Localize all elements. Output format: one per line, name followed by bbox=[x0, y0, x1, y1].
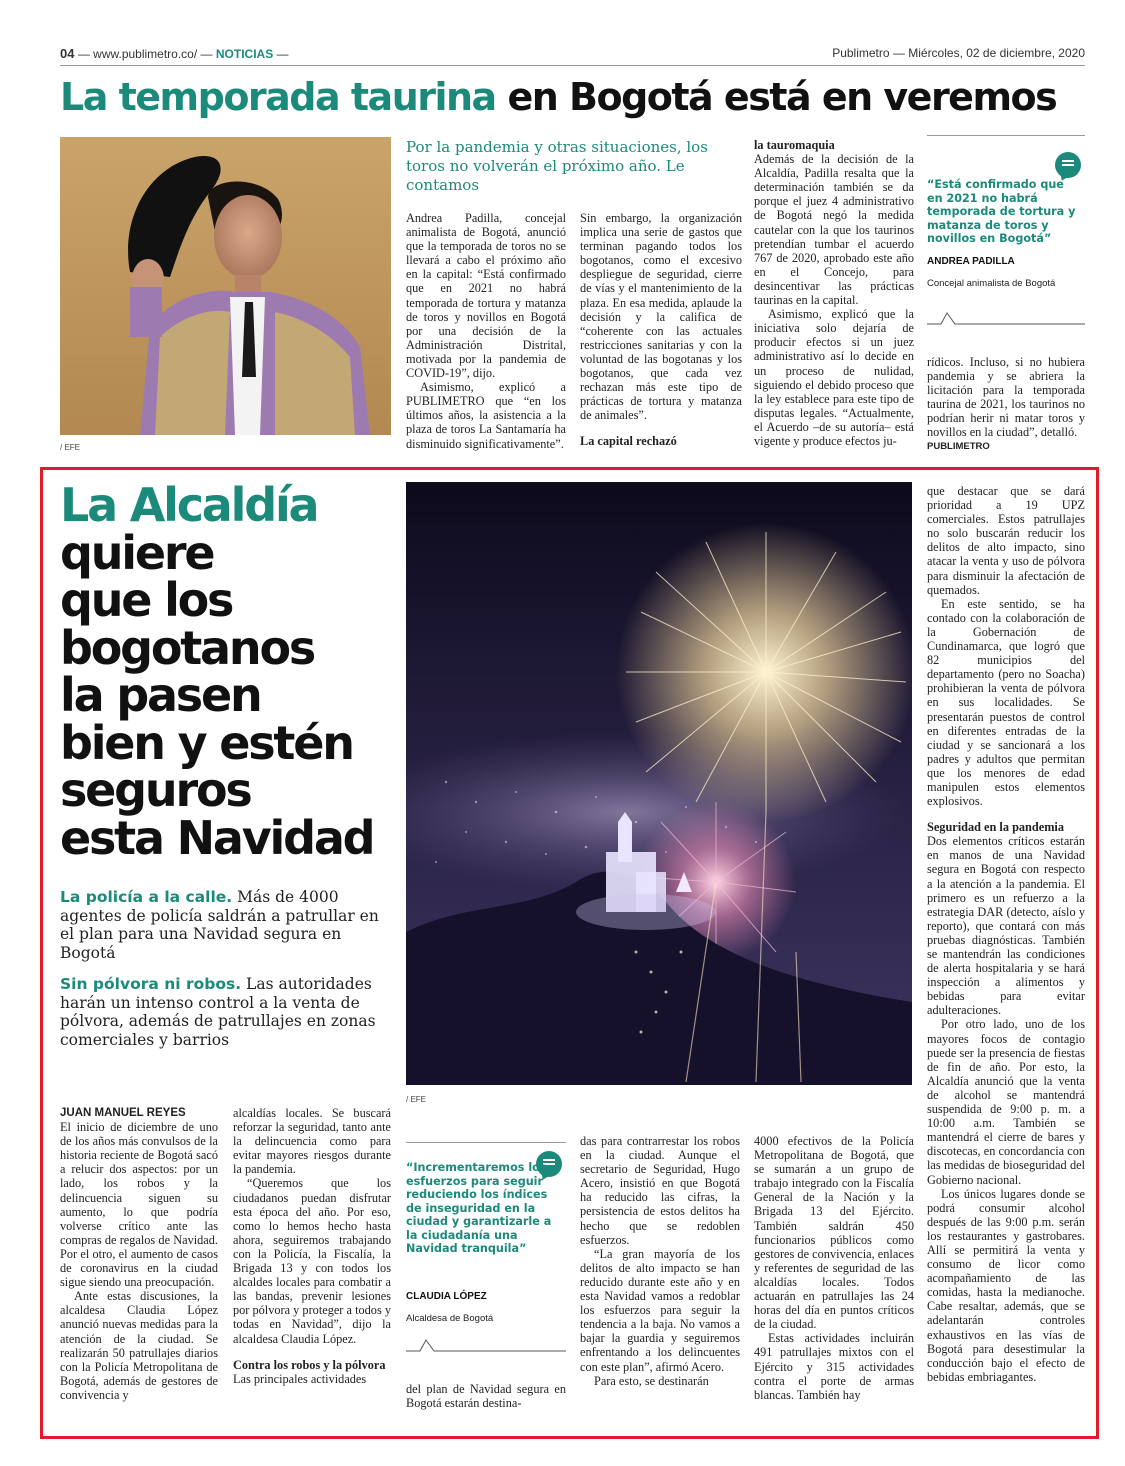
quote-author: ANDREA PADILLA bbox=[927, 256, 1015, 267]
deck-text: Las autoridades harán un intenso control a la venta de pólvora, además de patrullajes en zonas comerciales y barrios bbox=[60, 975, 376, 1049]
paragraph: 4000 efectivos de la Policía Metropolitana de Bogotá, que se sumarán a un grupo de trabajo integrado con la Fiscalía General de la Nación y la Brigada 13 del Ejército. También saldrán 450 funcionarios públicos como gestores de convivencia, enlaces y referentes de seguridad de las alcaldías locales. Todos actuarán en patrullajes las 24 horas del día en puntos críticos de la ciudad. bbox=[754, 1134, 914, 1332]
article1-headline-rest: en Bogotá está en veremos bbox=[495, 75, 1057, 119]
article2-headline bbox=[60, 478, 400, 865]
article2-deck-2 bbox=[60, 975, 390, 1049]
divider-line bbox=[927, 310, 1085, 326]
article1-headline-highlight: La temporada taurina bbox=[60, 75, 496, 119]
quote-author-role: Concejal animalista de Bogotá bbox=[927, 278, 1056, 289]
quote-text: “Incrementaremos los esfuerzos para seguir reduciendo los índices de inseguridad en la ciudad y garantizarle a la ciudadanía una Navidad tranquila” bbox=[406, 1161, 552, 1255]
paragraph: del plan de Navidad segura en Bogotá estarán destina- bbox=[406, 1382, 566, 1411]
article2-column-1 bbox=[60, 1106, 218, 1402]
article1-column-4 bbox=[927, 355, 1085, 454]
paragraph: Dos elementos críticos estarán en manos de una Navidad segura en Bogotá con respecto a la atención a la pandemia. El primero es un refuerzo a la estrategia DAR (detecto, aíslo y reporto), que contará con más pruebas diagnósticas. También se mantendrán las condiciones de alerta hospitalaria y se hará inspección a alimentos y bebidas para evitar adulteraciones. bbox=[927, 834, 1085, 1018]
paragraph: En este sentido, se ha contado con la colaboración de la Gobernación de Cundinamarca, que logró que 82 municipios del departamento (pero no Soacha) prohibieran la venta de pólvora en sus localidades. Se presentarán puestos de control en diferentes entradas de la ciudad y se sancionará a los padres y adultos que permitan que los menores de edad manipulen estos elementos explosivos. bbox=[927, 596, 1085, 809]
paragraph: alcaldías locales. Se buscará reforzar la seguridad, tanto ante la delincuencia como para evitar mayores riesgos durante la pandemia. bbox=[233, 1106, 391, 1177]
paragraph: “Queremos que los ciudadanos puedan disfrutar esta época del año. Por eso, como lo hemos hecho hasta ahora, seguiremos trabajando con la Policía, la Fiscalía, la Brigada 13 y con todos los alcaldes locales para combatir a las bandas, prevenir lesiones por pólvora y proteger a todos y todas en Navidad”, dijo la alcaldesa Claudia López. bbox=[233, 1176, 391, 1346]
paragraph: Ante estas discusiones, la alcaldesa Claudia López anunció nuevas medidas para la atención de la ciudad. Se realizarán 50 patrullajes diarios con la Policía Metropolitana de Bogotá, además de gestores de convivencia y bbox=[60, 1289, 218, 1402]
site-url: — www.publimetro.co/ — bbox=[77, 47, 213, 61]
article1-column-3 bbox=[754, 138, 914, 448]
paragraph: que destacar que se dará prioridad a 19 UPZ comerciales. Estos patrullajes no solo buscarán reducir los delitos de alto impacto, sino atacar la venta y uso de pólvora para disminuir la afectación de quemados. bbox=[927, 484, 1085, 597]
article2-headline-line: seguros bbox=[60, 763, 251, 817]
paragraph: Estas actividades incluirán 491 patrullajes mixtos con el Ejército y 315 actividades contra el porte de armas blancas. También hay bbox=[754, 1331, 914, 1402]
paragraph: Sin embargo, la organización implica una serie de gastos que terminan pagando todos los bogotanos, como el excesivo despliegue de seguridad, cierre de vías y el mantenimiento de la plaza. En esa medida, aplaude la decisión y la califica de “coherente con las actuales restricciones sanitarias y con la voluntad de las bogotanas y los bogotanos, que cada vez rechazan más este tipo de prácticas de tortura y matanza de animales”. bbox=[580, 211, 742, 423]
article2-headline-line: quiere bbox=[60, 525, 214, 580]
article2-deck-1 bbox=[60, 888, 390, 962]
divider-line bbox=[406, 1337, 566, 1353]
deck-lead: Sin pólvora ni robos. bbox=[60, 975, 242, 993]
article2-headline-line: bien y estén bbox=[60, 715, 353, 770]
bullfighter-photo bbox=[60, 137, 391, 435]
article2-pull-quote bbox=[406, 1142, 566, 1352]
article2-headline-highlight: La Alcaldía bbox=[60, 478, 318, 532]
article2-headline-line: esta Navidad bbox=[60, 810, 374, 865]
section-dash: — bbox=[273, 47, 289, 61]
article2-photo-credit: / EFE bbox=[406, 1095, 427, 1104]
article2-column-4 bbox=[580, 1134, 740, 1388]
subheading: Contra los robos y la pólvora bbox=[233, 1357, 386, 1372]
paragraph: Las principales actividades bbox=[233, 1371, 367, 1386]
article1-pull-quote bbox=[927, 135, 1085, 325]
paragraph: Por otro lado, uno de los mayores focos de contagio puede ser la presencia de fiestas de fin de año. Por esto, la Alcaldía anunció que la venta de alcohol se mantendrá suspendida de 9:00 p. m. a 10:00 a.m. También se mantendrá el cierre de bares y discotecas, en concordancia con las medidas de bioseguridad del Gobierno nacional. bbox=[927, 1017, 1085, 1187]
speech-bubble-icon bbox=[1055, 152, 1081, 178]
subheading: Seguridad en la pandemia bbox=[927, 820, 1065, 835]
paragraph: El inicio de diciembre de uno de los años más convulsos de la historia reciente de Bogotá sacó a relucir dos aspectos: por un lado, los robos y la delincuencia siguen su aumento, lo que podría volverse crítico ante las compras de regalos de Navidad. Por el otro, el aumento de casos de coronavirus en la ciudad sigue siendo una preocupación. bbox=[60, 1120, 218, 1290]
paragraph: das para contrarrestar los robos en la ciudad. Aunque el secretario de Seguridad, Hugo Acero, insistió en que Bogotá ha reducido las cifras, la persistencia de estos delitos ha hecho que se redoblen esfuerzos. bbox=[580, 1134, 740, 1247]
article2-headline-line: la pasen bbox=[60, 668, 261, 722]
article2-headline-line: bogotanos bbox=[60, 620, 315, 675]
article2-column-5 bbox=[754, 1134, 914, 1402]
paragraph: Asimismo, explicó que la iniciativa solo dejaría de producir efectos si un juez administrativo así lo decide en un proceso de nulidad, siguiendo el debido proceso que la ley establece para este tipo de disputas legales. “Actualmente, el Acuerdo –de su autoría– está vigente y produce efectos ju- bbox=[754, 307, 914, 448]
paragraph: “La gran mayoría de los delitos de alto impacto se han reducido durante este año y en esta Navidad vamos a redoblar los esfuerzos para seguir la tendencia a la baja. No vamos a bajar la guardia y seguiremos enfrentando a los delincuentes con este plan”, afirmó Acero. bbox=[580, 1246, 740, 1374]
paragraph: rídicos. Incluso, si no hubiera pandemia y se abriera la licitación para la temporada taurina de 2021, los taurinos no podrían herir ni matar toros y novillos en la ciudad”, detalló. bbox=[927, 355, 1085, 440]
subheading: La capital rechazó bbox=[580, 434, 677, 449]
article2-column-6 bbox=[927, 484, 1085, 1384]
article1-column-2 bbox=[580, 211, 742, 449]
fireworks-photo bbox=[406, 482, 912, 1085]
deck-lead: La policía a la calle. bbox=[60, 888, 233, 906]
article2-column-2 bbox=[233, 1106, 391, 1386]
article2-headline-line: que los bbox=[60, 573, 233, 627]
quote-author: CLAUDIA LÓPEZ bbox=[406, 1291, 487, 1302]
article1-column-1 bbox=[406, 211, 566, 451]
quote-author-role: Alcaldesa de Bogotá bbox=[406, 1313, 494, 1324]
byline: JUAN MANUEL REYES bbox=[60, 1107, 186, 1119]
paragraph: Andrea Padilla, concejal animalista de Bogotá, anunció que la temporada de toros no se llevará a cabo el próximo año en la capital: “Está confirmado que en 2021 no habrá temporada de tortura y matanza de toros y novillos en Bogotá por una decisión de la Administración Distrital, motivada por la pandemia de COVID-19”, dijo. bbox=[406, 211, 566, 381]
article1-lede: Por la pandemia y otras situaciones, los toros no volverán el próximo año. Le contamos bbox=[406, 138, 708, 194]
section-name: NOTICIAS bbox=[215, 47, 274, 61]
paragraph: Además de la decisión de la Alcaldía, Padilla resalta que la determinación también se da porque el juez 4 administrativo de Bogotá negó la medida cautelar con la que los taurinos pretendían tumbar el acuerdo 767 de 2020, aprobado este año en el Concejo, para desincentivar las prácticas taurinas en la capital. bbox=[754, 152, 914, 308]
subheading: la tauromaquia bbox=[754, 138, 835, 152]
quote-text: “Está confirmado que en 2021 no habrá temporada de tortura y matanza de toros y novillos en Bogotá” bbox=[927, 178, 1076, 245]
byline: PUBLIMETRO bbox=[927, 440, 990, 452]
page-number: 04 bbox=[60, 46, 75, 61]
article2-column-3 bbox=[406, 1382, 566, 1410]
publication-date: Publimetro — Miércoles, 02 de diciembre, 2020 bbox=[832, 46, 1085, 60]
article1-photo-credit: / EFE bbox=[60, 443, 81, 452]
paragraph: Los únicos lugares donde se podrá consumir alcohol después de las 9:00 p.m. serán los restaurantes y gastrobares. Allí se permitirá la venta y consumo de licor como acompañamiento de las comidas, hasta la medianoche. Cabe resaltar, además, que se adelantarán controles exhaustivos en las vías de Bogotá para desestimular la conducción bajo el efecto de bebidas embriagantes. bbox=[927, 1186, 1085, 1384]
article1-headline bbox=[60, 74, 1090, 120]
paragraph: Para esto, se destinarán bbox=[594, 1373, 709, 1388]
deck-text: Más de 4000 agentes de policía saldrán a patrullar en el plan para una Navidad segura en Bogotá bbox=[60, 888, 379, 962]
paragraph: Asimismo, explicó a PUBLIMETRO que “en los últimos años, la asistencia a la plaza de toros La Santamaría ha disminuido significativamente”. bbox=[406, 380, 566, 451]
page-header bbox=[60, 46, 1085, 66]
header-left bbox=[60, 46, 289, 61]
